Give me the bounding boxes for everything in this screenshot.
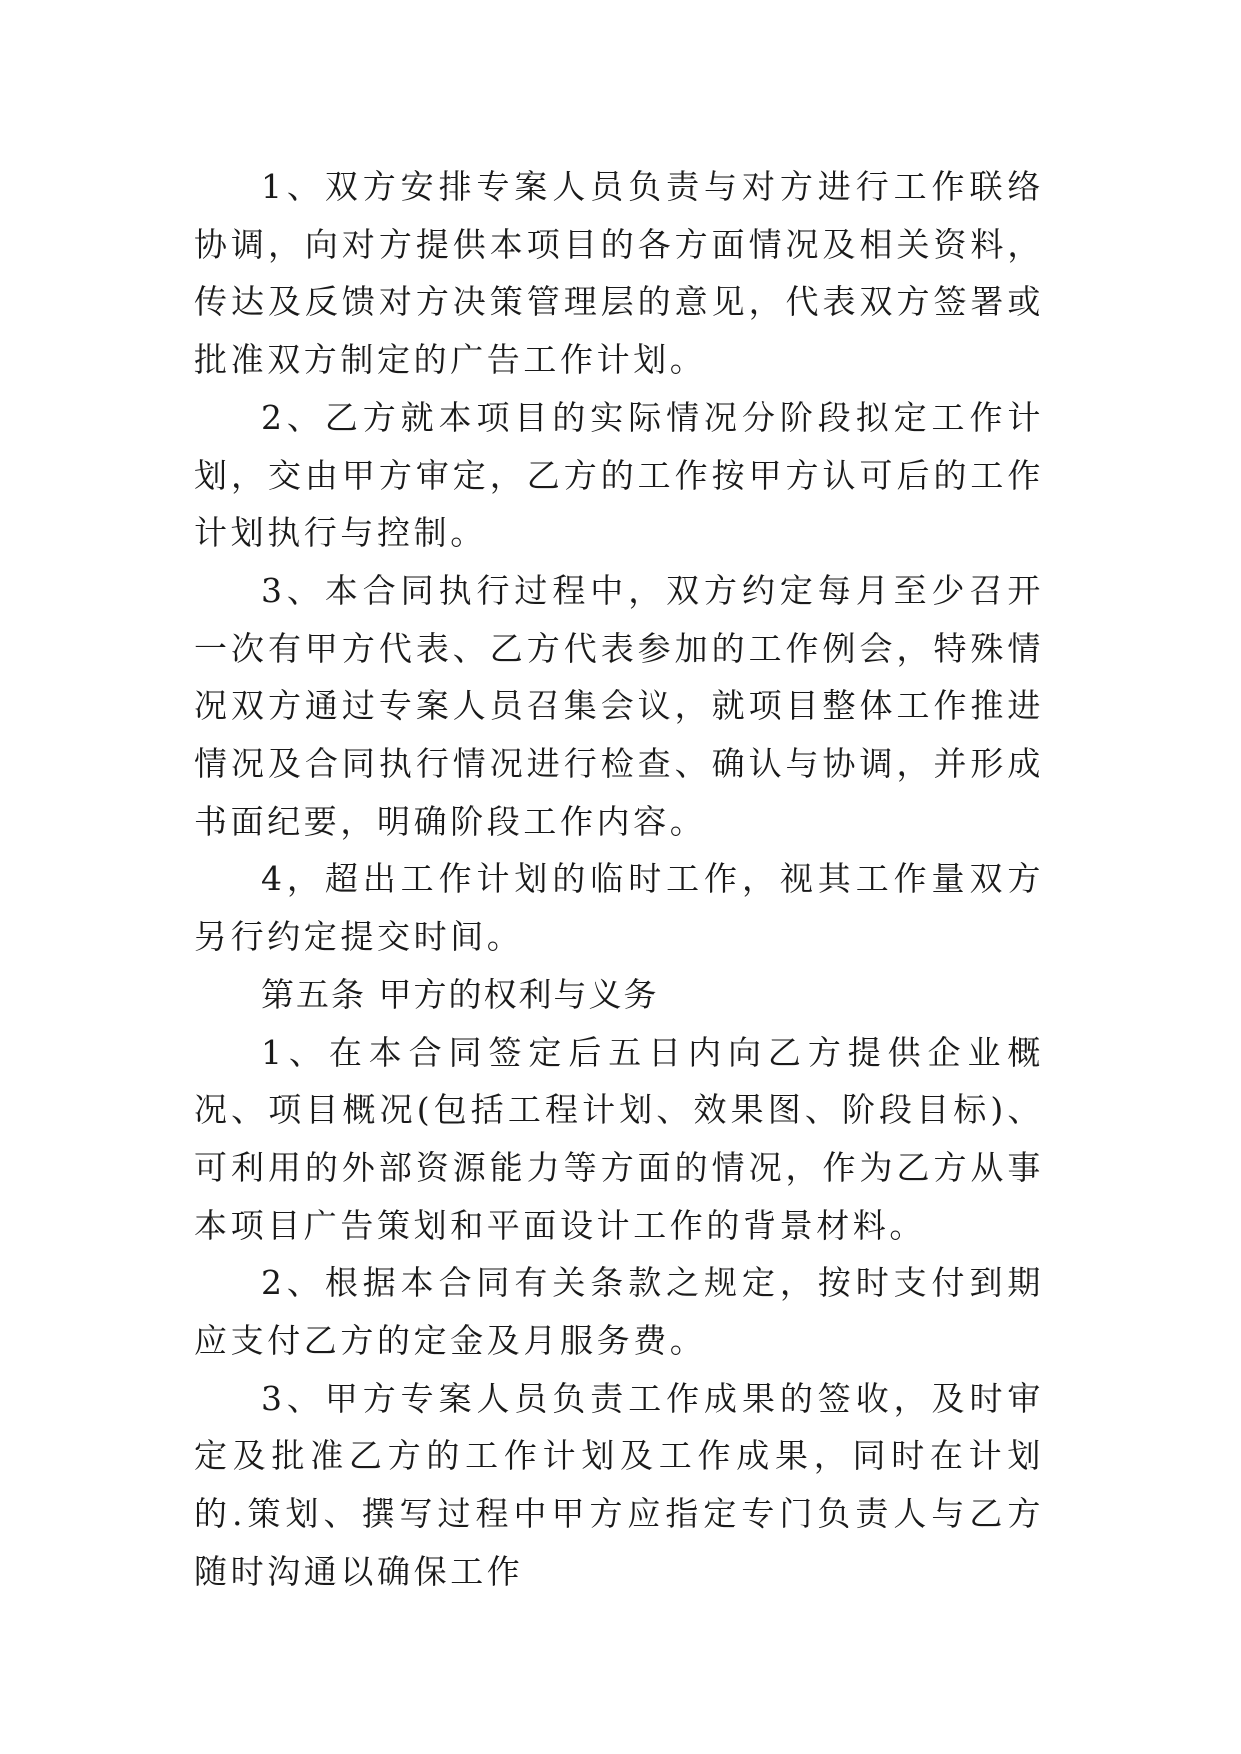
clause-paragraph-1: 1、双方安排专案人员负责与对方进行工作联络协调，向对方提供本项目的各方面情况及相关资料，传达及反馈对方决策管理层的意见，代表双方签署或批准双方制定的广告工作计划。 xyxy=(194,167,1044,380)
clause-paragraph-2: 2、乙方就本项目的实际情况分阶段拟定工作计划，交由甲方审定，乙方的工作按甲方认可后的工作计划执行与控制。 xyxy=(194,397,1044,553)
party-a-clause-3: 3、甲方专案人员负责工作成果的签收，及时审定及批准乙方的工作计划及工作成果，同时在计划的.策划、撰写过程中甲方应指定专门负责人与乙方随时沟通以确保工作 xyxy=(194,1378,1044,1591)
party-a-clause-2: 2、根据本合同有关条款之规定，按时支付到期应支付乙方的定金及月服务费。 xyxy=(194,1263,1044,1361)
clause-paragraph-3: 3、本合同执行过程中，双方约定每月至少召开一次有甲方代表、乙方代表参加的工作例会，特殊情况双方通过专案人员召集会议，就项目整体工作推进情况及合同执行情况进行检查、确认与协调，并形成书面纪要，明确阶段工作内容。 xyxy=(194,570,1044,841)
document-page xyxy=(194,158,1044,1601)
clause-paragraph-4: 4，超出工作计划的临时工作，视其工作量双方另行约定提交时间。 xyxy=(194,859,1044,957)
section-heading: 第五条 甲方的权利与义务 xyxy=(261,974,659,1014)
party-a-clause-1: 1、在本合同签定后五日内向乙方提供企业概况、项目概况(包括工程计划、效果图、阶段目标)、可利用的外部资源能力等方面的情况，作为乙方从事本项目广告策划和平面设计工作的背景材料。 xyxy=(194,1032,1044,1245)
